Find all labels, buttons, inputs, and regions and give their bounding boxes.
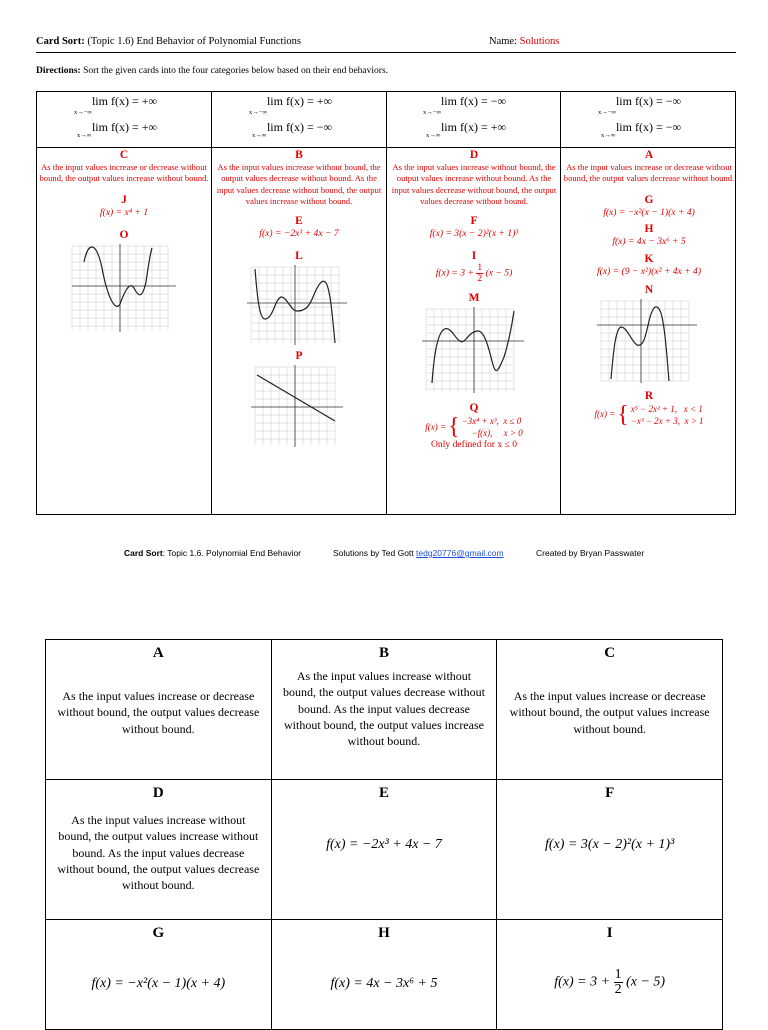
graph-l — [247, 263, 351, 347]
limit-sub: x→−∞ — [598, 109, 617, 116]
limit-pos-inf: lim f(x) = +∞ — [440, 120, 507, 134]
card-text: As the input values increase or decrease without bound, the output values decrease without bound. — [57, 689, 260, 736]
directions — [36, 66, 388, 76]
card-r-cond2: x > 1 — [684, 416, 704, 427]
card-q-case1: −3x⁴ + x³, — [461, 416, 499, 427]
footer-card-sort-label: Card Sort — [124, 548, 163, 558]
footer-solutions — [333, 548, 504, 558]
footer-card-sort-text: : Topic 1.6. Polynomial End Behavior — [162, 548, 302, 558]
card-q-cond2: x > 0 — [503, 428, 523, 439]
cards-table — [45, 639, 723, 1030]
name-value: Solutions — [519, 36, 560, 47]
limit-pos-inf: lim f(x) = +∞ — [91, 120, 158, 134]
sort-table — [36, 91, 736, 515]
card-letter-q: Q — [469, 402, 479, 415]
card-r-case2: −x³ − 2x + 3, — [630, 416, 680, 427]
footer-card-sort — [124, 548, 301, 558]
category-limits-3 — [386, 94, 561, 146]
card-q-case2: −f(x), — [471, 428, 493, 439]
card-eq-num: 1 — [614, 967, 622, 982]
card-equation: f(x) = −2x³ + 4x − 7 — [326, 837, 442, 852]
category-column-1 — [38, 148, 210, 334]
card-q-lhs: f(x) = — [425, 421, 447, 432]
card-q-equation: f(x) = { −3x⁴ + x³, x ≤ 0 −f(x), x > 0 — [425, 414, 523, 441]
card-letter-n: N — [644, 284, 654, 297]
card-e[interactable] — [271, 780, 497, 920]
graph-o — [68, 242, 180, 334]
card-i-eq-num: 1 — [477, 262, 483, 274]
card-equation: f(x) = 4x − 3x⁶ + 5 — [330, 976, 438, 991]
card-q-note: Only defined for x ≤ 0 — [431, 439, 517, 451]
card-equation — [497, 968, 722, 997]
card-q-cond1: x ≤ 0 — [503, 416, 522, 427]
card-letter: I — [606, 925, 613, 941]
card-c-text: As the input values increase or decrease without bound, the output values increase without bound. — [39, 162, 209, 184]
card-eq-den: 2 — [614, 982, 622, 997]
limit-neg-inf: lim f(x) = −∞ — [615, 94, 682, 108]
category-limits-4 — [561, 94, 736, 146]
card-i[interactable] — [497, 920, 723, 1030]
limit-pos-inf: lim f(x) = −∞ — [266, 120, 333, 134]
card-letter-f: F — [470, 214, 478, 227]
limit-sub: x→∞ — [252, 132, 267, 139]
card-i-eq-pre: f(x) = 3 + — [435, 267, 474, 279]
card-d-text: As the input values increase without bound, the output values increase without bound. As the input values decrease without bound, the output values decrease without bound. — [391, 162, 557, 207]
card-g-equation: f(x) = −x²(x − 1)(x + 4) — [603, 206, 695, 218]
card-letter: E — [378, 785, 389, 801]
card-e-equation: f(x) = −2x³ + 4x − 7 — [259, 227, 339, 239]
card-equation: f(x) = 3(x − 2)²(x + 1)³ — [545, 837, 675, 852]
card-h-equation: f(x) = 4x − 3x⁶ + 5 — [612, 236, 686, 248]
card-letter-g: G — [644, 193, 654, 206]
card-letter-h: H — [644, 223, 654, 236]
card-letter: D — [152, 785, 164, 801]
card-a[interactable] — [46, 640, 272, 780]
card-text: As the input values increase or decrease without bound, the output values increase without bound. — [509, 689, 710, 736]
card-c[interactable] — [497, 640, 723, 780]
category-column-4 — [563, 148, 735, 427]
card-i-equation — [388, 263, 560, 283]
card-r-lhs: f(x) = — [594, 409, 616, 420]
footer-created-by: Created by Bryan Passwater — [536, 548, 645, 558]
card-letter-j: J — [121, 193, 127, 206]
directions-text: Sort the given cards into the four categories below based on their end behaviors. — [83, 66, 389, 76]
card-r-equation: f(x) = { x⁵ − 2x² + 1, x < 1 −x³ − 2x + 3, x > 1 — [594, 402, 704, 429]
card-letter: B — [378, 645, 389, 661]
card-d[interactable] — [46, 780, 272, 920]
category-column-2 — [213, 148, 385, 449]
card-h[interactable] — [271, 920, 497, 1030]
card-f[interactable] — [497, 780, 723, 920]
card-b[interactable] — [271, 640, 497, 780]
card-letter: H — [378, 925, 390, 941]
worksheet-title — [36, 36, 301, 47]
limit-pos-inf: lim f(x) = −∞ — [615, 120, 682, 134]
limit-sub: x→∞ — [601, 132, 616, 139]
name-label: Name: — [489, 36, 517, 47]
card-letter-r: R — [644, 390, 654, 403]
limit-sub: x→−∞ — [423, 109, 442, 116]
card-r-case1: x⁵ − 2x² + 1, — [630, 404, 678, 415]
card-letter-d: D — [469, 149, 479, 161]
card-letter-p: P — [295, 350, 303, 363]
card-letter: G — [152, 925, 165, 941]
limit-sub: x→−∞ — [74, 109, 93, 116]
card-letter-m: M — [468, 292, 480, 305]
limit-neg-inf: lim f(x) = −∞ — [440, 94, 507, 108]
limit-sub: x→∞ — [426, 132, 441, 139]
card-sort-label: Card Sort: — [36, 36, 85, 47]
card-letter-a: A — [644, 149, 654, 161]
limit-sub: x→−∞ — [249, 109, 268, 116]
card-b-text: As the input values increase without bound, the output values decrease without bound. As the input values decrease without bound, the output values increase without bound. — [216, 162, 382, 207]
card-letter-i: I — [471, 250, 477, 263]
card-letter-l: L — [295, 250, 303, 263]
card-text: As the input values increase without bound, the output values increase without bound. As the input values decrease without bound, the output values decrease without bound. — [57, 813, 260, 893]
graph-m — [418, 305, 530, 395]
card-letter-k: K — [644, 252, 654, 265]
limit-neg-inf: lim f(x) = +∞ — [91, 94, 158, 108]
category-limits-2 — [212, 94, 387, 146]
worksheet-topic: (Topic 1.6) End Behavior of Polynomial Functions — [87, 36, 301, 47]
card-letter-b: B — [295, 149, 303, 161]
name-line — [489, 36, 559, 47]
graph-p — [251, 363, 347, 449]
card-letter-e: E — [295, 214, 303, 227]
card-equation: f(x) = −x²(x − 1)(x + 4) — [91, 976, 226, 991]
category-limits-1 — [37, 94, 212, 146]
footer-solutions-by: Solutions by Ted Gott — [333, 548, 414, 558]
card-a-text: As the input values increase or decrease without bound, the output values decrease without bound. — [563, 162, 735, 184]
directions-label: Directions: — [36, 66, 81, 76]
card-letter: F — [605, 785, 615, 801]
footer-email-link[interactable]: tedg20776@gmail.com — [416, 548, 504, 558]
card-text: As the input values increase without bound, the output values decrease without bound. As the input values decrease without bound, the output values increase without bound. — [283, 669, 485, 749]
header-divider — [36, 52, 736, 53]
graph-n — [597, 297, 701, 385]
card-letter: C — [604, 645, 616, 661]
card-j-equation: f(x) = x⁴ + 1 — [99, 206, 149, 218]
card-eq-pre: f(x) = 3 + — [554, 974, 611, 990]
card-i-eq-den: 2 — [477, 272, 483, 284]
card-letter-c: C — [119, 149, 129, 161]
card-k-equation: f(x) = (9 − x²)(x² + 4x + 4) — [596, 265, 702, 277]
card-g[interactable] — [46, 920, 272, 1030]
card-i-eq-post: (x − 5) — [485, 267, 513, 279]
card-letter: A — [152, 645, 164, 661]
limit-neg-inf: lim f(x) = +∞ — [266, 94, 333, 108]
category-column-3 — [388, 148, 560, 451]
card-r-cond1: x < 1 — [683, 404, 703, 415]
limit-sub: x→∞ — [77, 132, 92, 139]
card-f-equation: f(x) = 3(x − 2)²(x + 1)³ — [429, 227, 519, 239]
card-eq-post: (x − 5) — [626, 974, 666, 990]
card-letter-o: O — [119, 229, 129, 242]
